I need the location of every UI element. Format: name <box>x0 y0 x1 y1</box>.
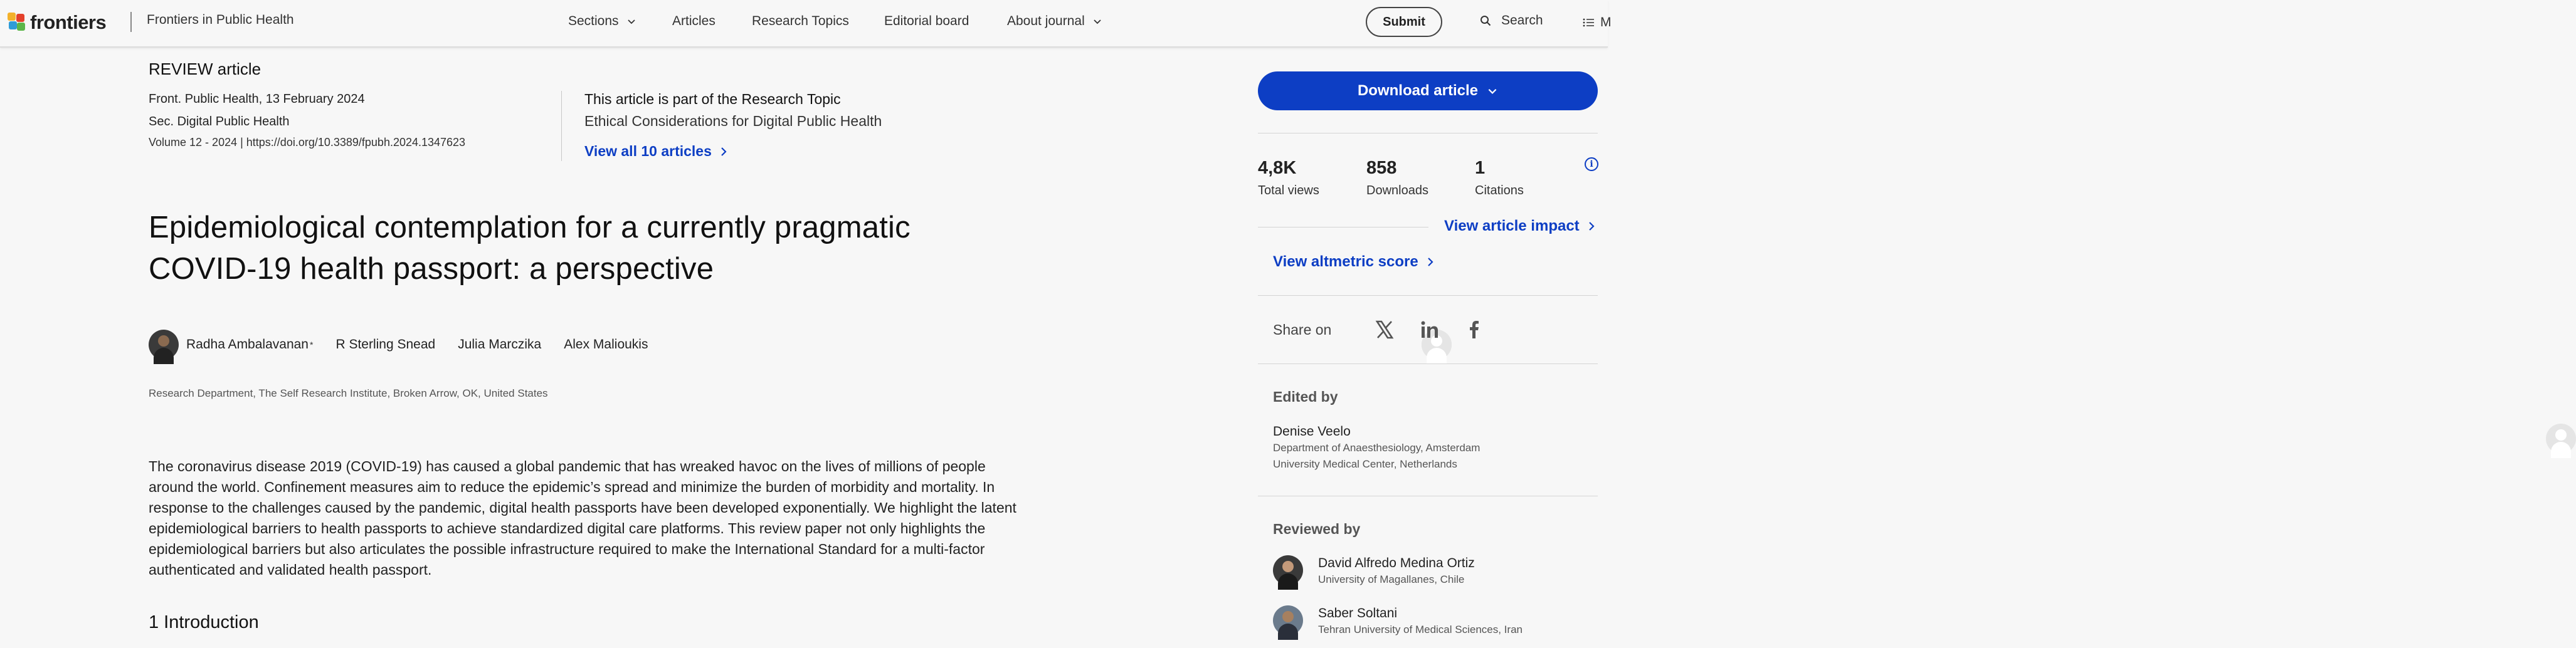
chevron-right-icon <box>719 146 728 157</box>
view-all-articles-label: View all 10 articles <box>584 143 712 159</box>
metric-citations <box>1475 158 1524 198</box>
title-line-1: Epidemiological contemplation for a currently pragmatic <box>149 211 911 244</box>
metric-total-views <box>1258 158 1319 198</box>
research-topic-title[interactable]: Ethical Considerations for Digital Public Health <box>584 113 882 129</box>
author-name: Alex Malioukis <box>564 337 648 352</box>
article-title <box>149 207 1027 290</box>
metric-label: Downloads <box>1366 184 1428 197</box>
author-item[interactable] <box>564 337 648 352</box>
author-name: Radha Ambalavanan <box>186 337 309 352</box>
author-item[interactable] <box>149 330 313 360</box>
search-button[interactable] <box>1480 13 1543 28</box>
metric-downloads <box>1366 158 1428 198</box>
nav-about-journal[interactable] <box>1007 14 1102 29</box>
author-item[interactable] <box>335 337 435 352</box>
avatar <box>2546 424 2576 454</box>
author-item[interactable] <box>458 337 541 352</box>
logo-wordmark: frontiers <box>30 11 107 33</box>
info-icon[interactable]: i <box>1585 157 1598 171</box>
menu-button[interactable] <box>1583 15 1612 30</box>
download-article-button[interactable] <box>1258 71 1598 110</box>
search-label: Search <box>1501 13 1543 28</box>
reviewed-by-heading: Reviewed by <box>1273 521 1361 537</box>
author-affiliation: Research Department, The Self Research Institute, Broken Arrow, OK, United States <box>149 387 548 399</box>
reviewer-item[interactable] <box>1273 605 1523 638</box>
x-share-icon[interactable] <box>1373 318 1396 341</box>
chevron-down-icon <box>1487 85 1498 97</box>
site-header <box>0 0 1612 48</box>
search-icon <box>1480 15 1491 26</box>
metric-value: 4,8K <box>1258 158 1297 178</box>
article-type: REVIEW article <box>149 60 261 78</box>
author-name: R Sterling Snead <box>335 337 436 352</box>
share-label: Share on <box>1273 321 1332 338</box>
avatar <box>1273 555 1303 585</box>
editor-item[interactable] <box>1273 424 1480 473</box>
corresponding-mark: * <box>309 340 314 350</box>
nav-articles[interactable]: Articles <box>672 14 715 28</box>
nav-editorial-board[interactable]: Editorial board <box>884 14 969 28</box>
author-name: Julia Marczika <box>458 337 542 352</box>
reviewer-item[interactable] <box>1273 555 1475 588</box>
author-list <box>149 330 670 360</box>
title-line-2: COVID-19 health passport: a perspective <box>149 252 714 286</box>
menu-label: M <box>1600 15 1612 29</box>
editor-affiliation-line-2: University Medical Center, Netherlands <box>1273 458 1457 470</box>
sidebar-divider <box>1258 363 1598 364</box>
chevron-down-icon <box>1092 16 1102 26</box>
editor-name: Denise Veelo <box>1273 424 1351 439</box>
abstract: The coronavirus disease 2019 (COVID-19) has caused a global pandemic that has wreaked havoc on the lives of millions of people around the world. Confinement measures aim to reduce the epidemic’s spread and minimize the burden of morbidity and mortality. In response to the challenges caused by the pandemic, digital health passports have been developed exponentially. We highlight the latent epidemiological barriers to health passports to achieve standardized digital care platforms. This review paper not only highlights the epidemiological barriers but also articulates the possible infrastructure required to make the International Standard for a multi-factor authenticated and validated health passport. <box>149 458 1016 578</box>
meta-divider <box>561 91 562 161</box>
nav-sections-label: Sections <box>568 14 619 28</box>
section-heading: 1 Introduction <box>149 612 259 632</box>
journal-name-link[interactable]: Frontiers in Public Health <box>147 13 294 27</box>
metric-value: 858 <box>1366 158 1397 178</box>
view-article-impact-link[interactable] <box>1444 217 1596 235</box>
editor-affiliation-line-1: Department of Anaesthesiology, Amsterdam <box>1273 442 1481 454</box>
frontiers-logo-icon <box>8 13 26 33</box>
avatar <box>149 330 179 360</box>
chevron-right-icon <box>1587 221 1596 232</box>
journal-date: Front. Public Health, 13 February 2024 <box>149 92 365 106</box>
metric-label: Total views <box>1258 184 1319 197</box>
metric-label: Citations <box>1475 184 1524 197</box>
download-article-label: Download article <box>1357 82 1479 99</box>
research-topic-label: This article is part of the Research Topic <box>584 91 841 107</box>
reviewer-affiliation: University of Magallanes, Chile <box>1318 573 1465 585</box>
reviewer-affiliation: Tehran University of Medical Sciences, Iran <box>1318 624 1523 635</box>
chevron-down-icon <box>626 16 636 26</box>
reviewer-name: David Alfredo Medina Ortiz <box>1318 556 1475 570</box>
chevron-right-icon <box>1426 256 1435 268</box>
nav-about-journal-label: About journal <box>1007 14 1085 28</box>
facebook-share-icon[interactable] <box>1463 318 1486 341</box>
nav-research-topics[interactable]: Research Topics <box>752 14 849 28</box>
reviewer-name: Saber Soltani <box>1318 606 1398 620</box>
view-altmetric-label: View altmetric score <box>1273 253 1418 270</box>
edited-by-heading: Edited by <box>1273 389 1338 405</box>
view-article-impact-label: View article impact <box>1444 217 1580 234</box>
header-divider <box>130 12 132 32</box>
submit-button[interactable]: Submit <box>1366 7 1442 37</box>
nav-sections[interactable] <box>568 14 636 29</box>
metric-value: 1 <box>1475 158 1486 178</box>
linkedin-share-icon[interactable] <box>1418 318 1441 341</box>
view-all-articles-link[interactable] <box>584 143 728 160</box>
volume-doi[interactable]: Volume 12 - 2024 | https://doi.org/10.3389/fpubh.2024.1347623 <box>149 136 466 149</box>
avatar <box>1273 605 1303 635</box>
sidebar-divider <box>1258 295 1598 296</box>
list-icon <box>1583 18 1594 28</box>
article-section: Sec. Digital Public Health <box>149 115 290 128</box>
view-altmetric-link[interactable] <box>1273 253 1435 271</box>
frontiers-logo[interactable] <box>8 10 106 35</box>
